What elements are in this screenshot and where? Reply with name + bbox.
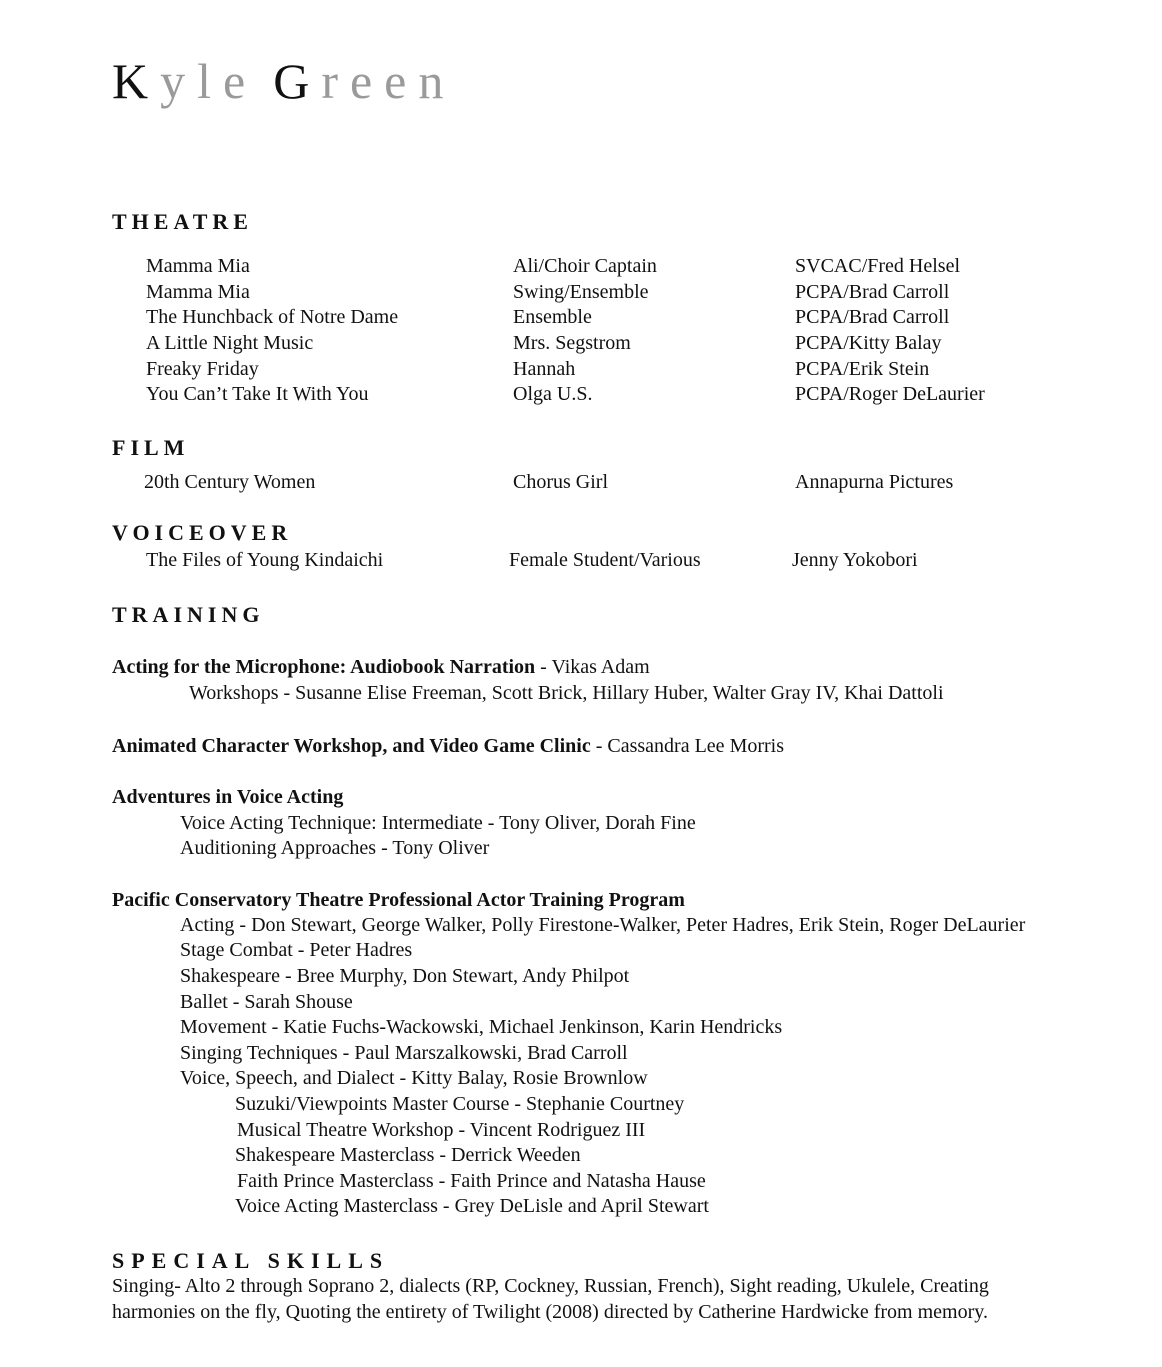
- film-credits: [144, 470, 1144, 496]
- credit-company: Annapurna Pictures: [795, 471, 954, 493]
- training-course: Auditioning Approaches - Tony Oliver: [180, 837, 490, 859]
- credit-company: PCPA/Erik Stein: [795, 357, 930, 380]
- training-title: Pacific Conservatory Theatre Professional Actor Training Program: [112, 889, 685, 911]
- credit-role: Mrs. Segstrom: [513, 332, 631, 355]
- training-course: Acting - Don Stewart, George Walker, Polly Firestone-Walker, Peter Hadres, Erik Stein, Roger DeLaurier: [180, 914, 1026, 936]
- credit-row: [146, 254, 1146, 280]
- training-adventures: [112, 784, 343, 810]
- credit-row: [146, 305, 1146, 331]
- training-workshops: Workshops - Susanne Elise Freeman, Scott Brick, Hillary Huber, Walter Gray IV, Khai Dattoli: [189, 682, 944, 704]
- credit-title: The Hunchback of Notre Dame: [146, 306, 399, 329]
- credit-title: 20th Century Women: [144, 471, 316, 493]
- training-masterclass: Voice Acting Masterclass - Grey DeLisle and April Stewart: [235, 1195, 709, 1217]
- special-skills-heading: SPECIAL SKILLS: [112, 1248, 390, 1273]
- training-course: Singing Techniques - Paul Marszalkowski, Brad Carroll: [180, 1042, 628, 1064]
- credit-title: Freaky Friday: [146, 357, 259, 380]
- credit-row: [144, 470, 1144, 496]
- training-masterclass: Suzuki/Viewpoints Master Course - Stephanie Courtney: [235, 1093, 685, 1115]
- credit-role: Ensemble: [513, 306, 592, 329]
- credit-title: You Can’t Take It With You: [146, 383, 369, 406]
- credit-title: The Files of Young Kindaichi: [146, 549, 384, 571]
- credit-company: SVCAC/Fred Helsel: [795, 255, 960, 277]
- training-title: Animated Character Workshop, and Video Game Clinic: [112, 735, 591, 757]
- credit-company: Jenny Yokobori: [792, 549, 918, 571]
- training-title: Acting for the Microphone: Audiobook Narration: [112, 656, 536, 678]
- training-masterclass: Musical Theatre Workshop - Vincent Rodriguez III: [237, 1119, 646, 1141]
- last-name-rest: reen: [321, 53, 456, 109]
- credit-title: A Little Night Music: [146, 332, 314, 355]
- credit-role: Hannah: [513, 357, 576, 380]
- theatre-heading: THEATRE: [112, 209, 253, 234]
- first-name-initial: K: [112, 53, 161, 109]
- credit-role: Swing/Ensemble: [513, 280, 649, 303]
- credit-row: [146, 357, 1146, 383]
- training-instructor: - Vikas Adam: [535, 656, 650, 678]
- resume-name: [112, 53, 456, 109]
- training-course: Voice Acting Technique: Intermediate - Tony Oliver, Dorah Fine: [180, 812, 696, 834]
- special-skills-text: Singing- Alto 2 through Soprano 2, dialects (RP, Cockney, Russian, French), Sight reading, Ukulele, Creating harmonies on the fly, Quoting the entirety of Twilight (2008) directed by Catherine Hardwicke from memory.: [112, 1275, 989, 1323]
- voiceover-heading: VOICEOVER: [112, 520, 293, 545]
- training-masterclass: Faith Prince Masterclass - Faith Prince and Natasha Hause: [237, 1170, 706, 1192]
- credit-company: PCPA/Brad Carroll: [795, 280, 950, 303]
- credit-role: Ali/Choir Captain: [513, 255, 657, 277]
- credit-row: [146, 331, 1146, 357]
- credit-row: [146, 382, 1146, 408]
- last-name-initial: G: [273, 53, 322, 109]
- training-heading: TRAINING: [112, 602, 265, 627]
- credit-role: Female Student/Various: [509, 549, 701, 571]
- training-course: Stage Combat - Peter Hadres: [180, 939, 413, 961]
- first-name-rest: yle: [160, 53, 258, 109]
- credit-company: PCPA/Roger DeLaurier: [795, 383, 985, 406]
- credit-title: Mamma Mia: [146, 255, 250, 277]
- training-course: Shakespeare - Bree Murphy, Don Stewart, Andy Philpot: [180, 965, 630, 987]
- training-acting-mic: [112, 654, 650, 680]
- training-course: Voice, Speech, and Dialect - Kitty Balay, Rosie Brownlow: [180, 1067, 648, 1089]
- theatre-credits: [146, 254, 1146, 408]
- credit-row: [146, 280, 1146, 306]
- training-masterclass: Shakespeare Masterclass - Derrick Weeden: [235, 1144, 581, 1166]
- voiceover-credits: [146, 548, 1146, 574]
- training-course: Ballet - Sarah Shouse: [180, 991, 353, 1013]
- film-heading: FILM: [112, 435, 190, 460]
- credit-company: PCPA/Kitty Balay: [795, 332, 942, 355]
- credit-role: Olga U.S.: [513, 383, 593, 406]
- credit-row: [146, 548, 1146, 574]
- training-instructor: - Cassandra Lee Morris: [590, 735, 785, 757]
- credit-title: Mamma Mia: [146, 280, 250, 303]
- credit-company: PCPA/Brad Carroll: [795, 306, 950, 329]
- training-pct: [112, 887, 685, 913]
- training-course: Movement - Katie Fuchs-Wackowski, Michael Jenkinson, Karin Hendricks: [180, 1016, 783, 1038]
- training-title: Adventures in Voice Acting: [112, 786, 344, 808]
- training-animated: [112, 733, 784, 759]
- credit-role: Chorus Girl: [513, 471, 608, 493]
